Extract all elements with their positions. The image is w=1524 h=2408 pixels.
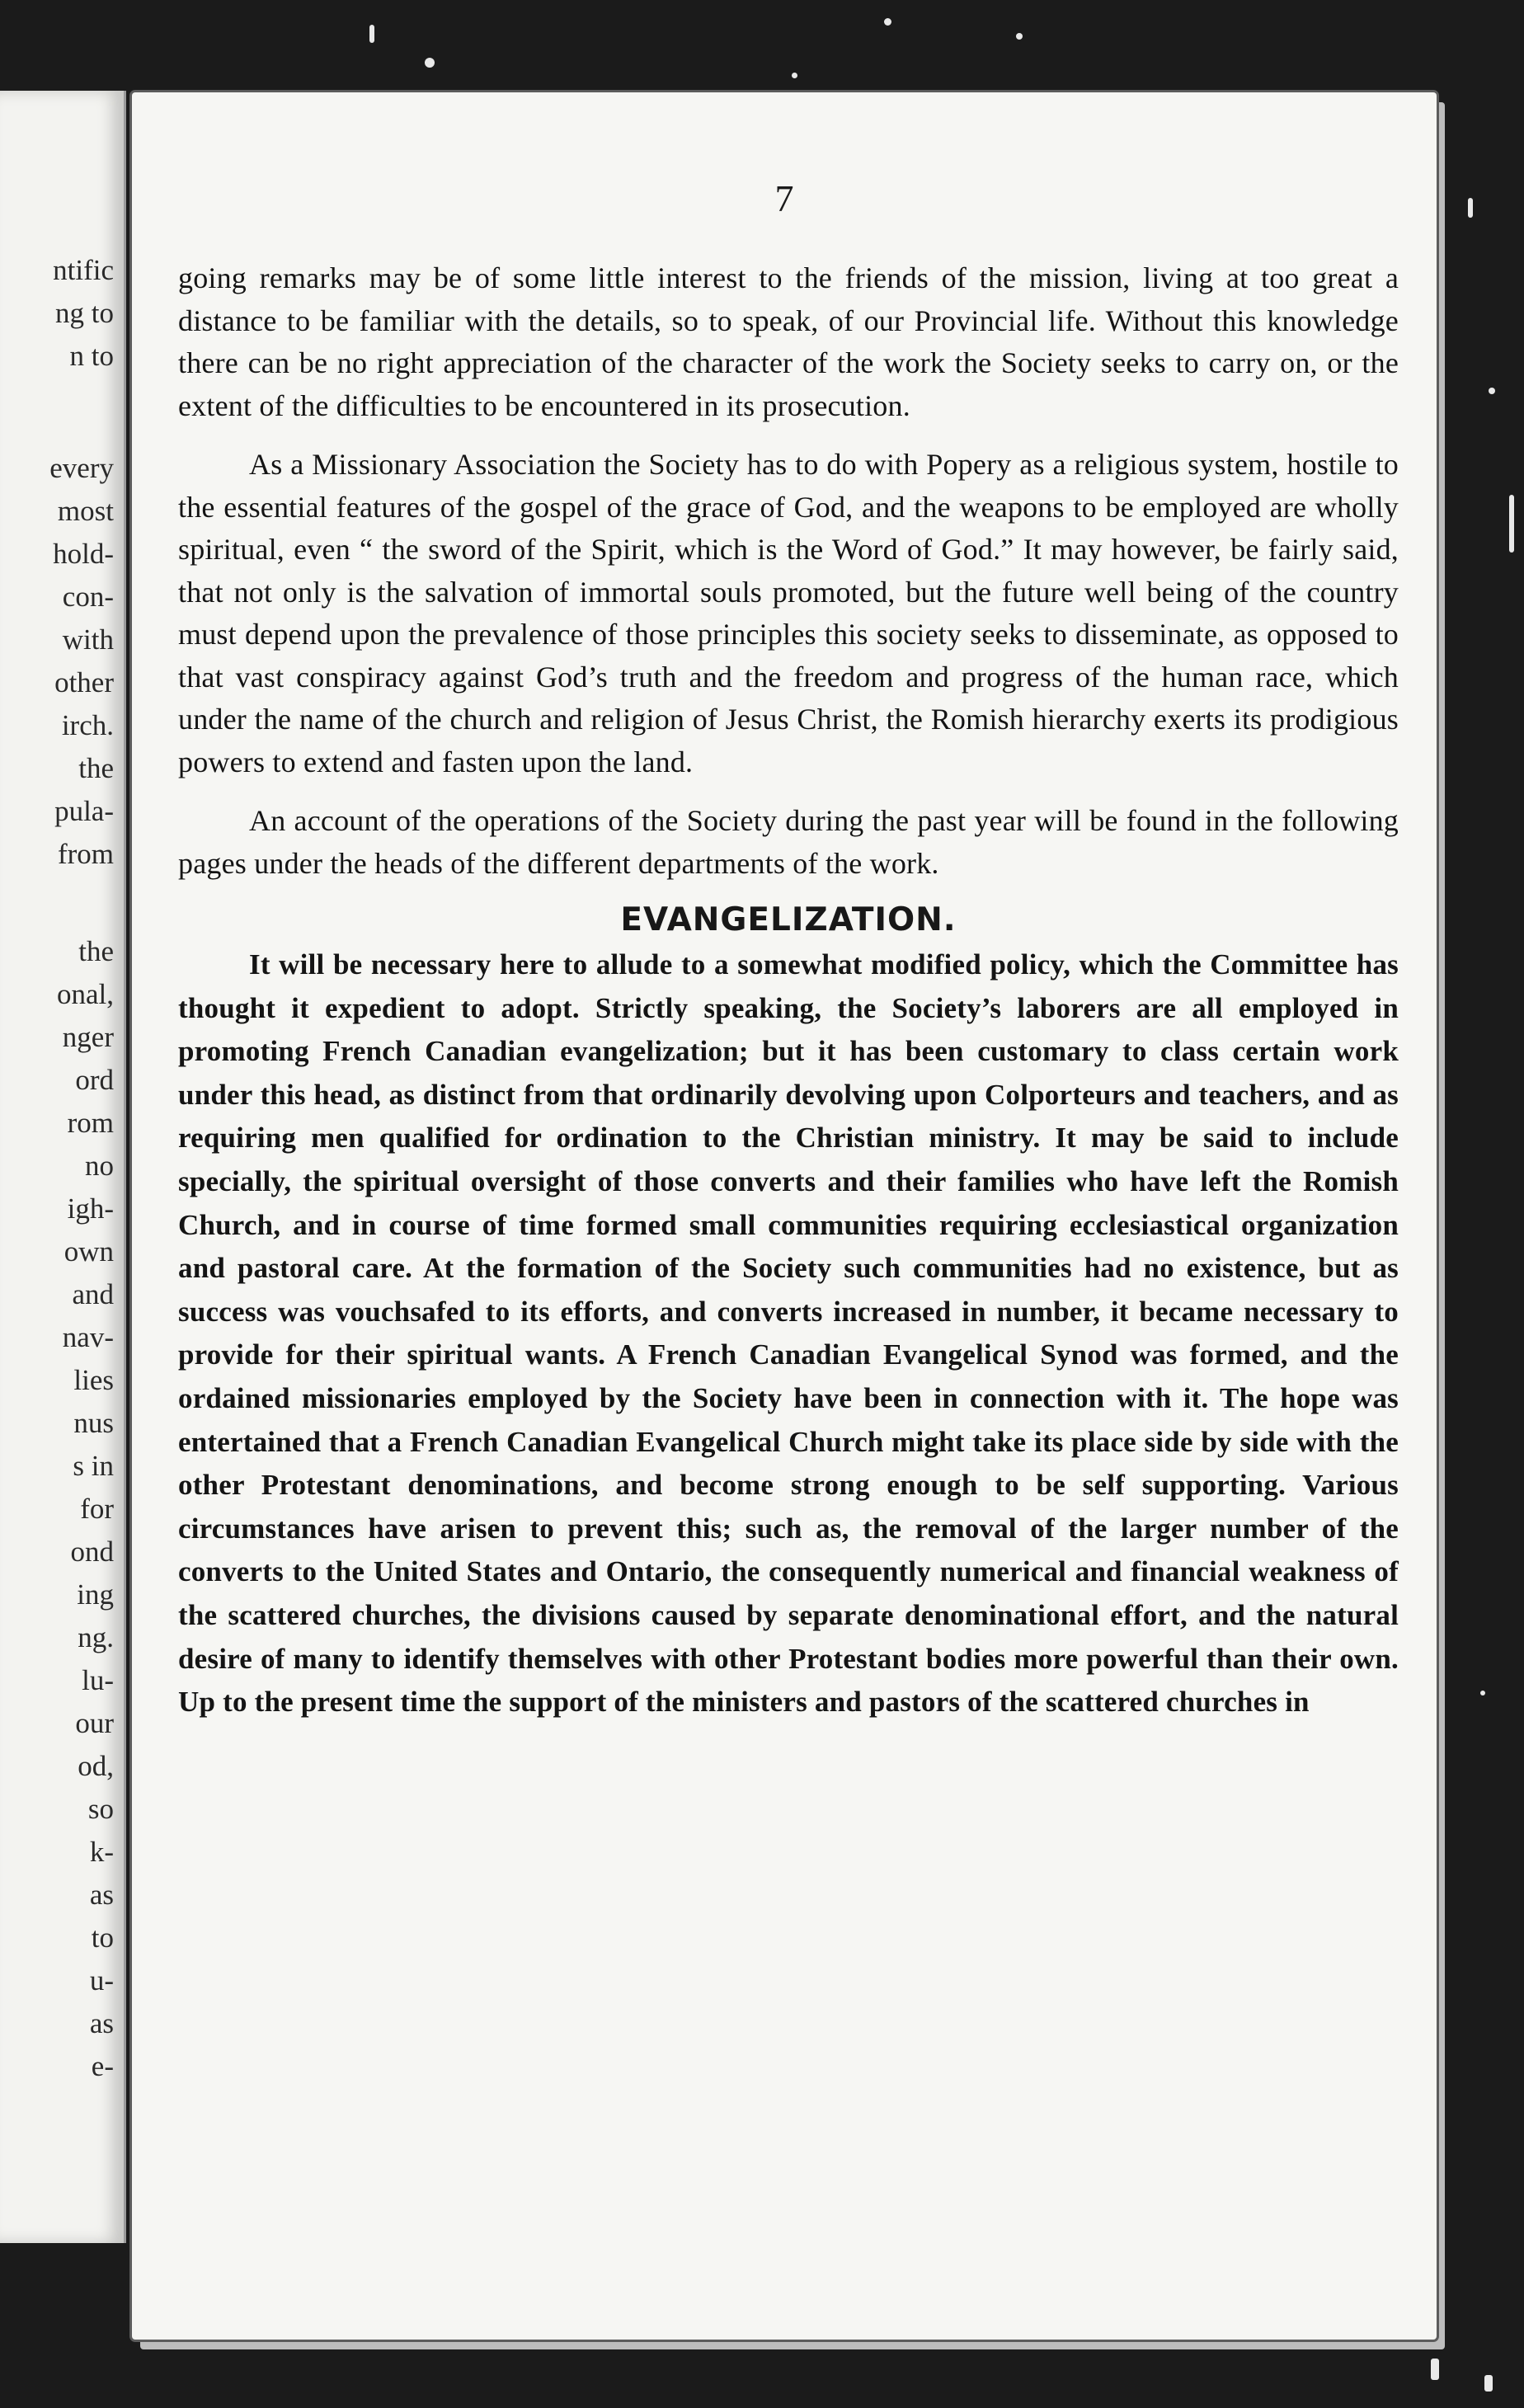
previous-page-text-fragment: irch.: [61, 709, 114, 741]
previous-page-text-fragment: ng to: [55, 297, 114, 329]
section-heading: EVANGELIZATION.: [620, 901, 957, 938]
previous-page-text-fragment: our: [75, 1707, 114, 1739]
previous-page-text-fragment: ntific: [53, 254, 114, 286]
intro-paragraph-2: As a Missionary Association the Society has to do with Popery as a religious system, hostile to the essential features of the gospel of the grace of God, and the weapons to be employed are wholly spiritual, even “ the sword of the Spirit, which is the Word of God.” It may however, be fairly said, that not only is the salvation of immortal souls promoted, but the future well being of the country must depend upon the prevalence of those principles this society seeks to disseminate, as opposed to that vast conspiracy against God’s truth and the freedom and progress of the human race, which under the name of the church and religion of Jesus Christ, the Romish hierarchy exerts its prodigious powers to extend and fasten upon the land.: [178, 448, 1399, 778]
page-number: 7: [774, 177, 794, 219]
intro-paragraph-3: An account of the operations of the Society during the past year will be found in the following pages under the heads of the different departments of the work.: [178, 804, 1399, 880]
previous-page-text-fragment: u-: [89, 1964, 114, 1996]
previous-page-text-fragment: igh-: [67, 1192, 114, 1225]
evangelization-section: [178, 901, 1399, 1724]
film-speck: [1489, 388, 1495, 394]
film-speck: [1484, 2375, 1493, 2392]
section-paragraph-1: It will be necessary here to allude to a somewhat modified policy, which the Committee has thought it expedient to adopt. Strictly speaking, the Society’s laborers are all employed in promoting French Canadian evangelization; but it has been customary to class certain work under this head, as distinct from that ordinarily devolving upon Colporteurs and teachers, and as requiring men qualified for ordination to the Christian ministry. It may be said to include specially, the spiritual oversight of those converts and their families who have left the Romish Church, and in course of time formed small communities requiring ecclesiastical organization and pastoral care. At the formation of the Society such communities had no existence, but as success was vouchsafed to its efforts, and converts increased in number, it became necessary to provide for their spiritual wants. A French Canadian Evangelical Synod was formed, and the ordained missionaries employed by the Society have been in connection with it. The hope was entertained that a French Canadian Evangelical Church might take its place side by side with the other Protestant denominations, and become strong enough to be self supporting. Various circumstances have arisen to prevent this; such as, the removal of the larger number of the converts to the United States and Ontario, the consequently numerical and financial weakness of the scattered churches, the divisions caused by separate denominational effort, and the natural desire of many to identify themselves with other Protestant bodies more powerful than their own. Up to the present time the support of the ministers and pastors of the scattered churches in: [178, 948, 1399, 1719]
previous-page-text-fragment: to: [91, 1921, 114, 1954]
previous-page-text-fragment: k-: [89, 1836, 114, 1868]
previous-page-text-fragment: no: [85, 1150, 114, 1182]
previous-page-text-fragment: every: [49, 452, 114, 484]
previous-page-text-fragment: most: [57, 495, 114, 527]
previous-page-text-fragment: n to: [69, 340, 114, 372]
previous-page-text-fragment: own: [64, 1235, 114, 1267]
previous-page-text-fragment: s in: [73, 1450, 114, 1482]
film-speck: [1480, 1691, 1485, 1695]
previous-page-text-fragment: nus: [73, 1407, 114, 1439]
previous-page-text-fragment: so: [87, 1793, 114, 1825]
film-speck: [369, 25, 374, 43]
previous-page-text-fragment: ond: [70, 1536, 114, 1568]
previous-page-text-fragment: e-: [91, 2050, 114, 2082]
film-speck: [1509, 495, 1514, 553]
previous-page-text-fragment: and: [72, 1278, 114, 1310]
previous-page-text-fragment: from: [57, 838, 114, 870]
previous-page-text-fragment: lu-: [82, 1664, 114, 1696]
previous-page-text-fragment: hold-: [53, 538, 114, 570]
previous-page-text-fragment: od,: [78, 1750, 114, 1782]
film-speck: [1468, 198, 1473, 218]
previous-page-text-fragment: ng.: [78, 1621, 114, 1653]
previous-page-text-fragment: onal,: [56, 978, 114, 1010]
previous-page-text-fragment: with: [62, 623, 114, 656]
previous-page-text-fragment: lies: [73, 1364, 114, 1396]
previous-page-text-fragment: the: [78, 752, 114, 784]
film-speck: [1016, 33, 1023, 40]
previous-page-text-fragment: ing: [77, 1578, 114, 1611]
previous-page-edge: [0, 91, 126, 2243]
page-body: [178, 257, 1399, 1741]
previous-page-text-fragment: for: [80, 1493, 114, 1525]
previous-page-text-fragment: con-: [62, 581, 114, 613]
previous-page-text-fragment: ord: [75, 1064, 114, 1096]
previous-page-text-fragment: pula-: [54, 795, 114, 827]
film-speck: [884, 18, 891, 26]
previous-page-text-fragment: the: [78, 935, 114, 967]
film-speck: [1431, 2359, 1439, 2380]
previous-page-text-fragment: other: [54, 666, 114, 698]
previous-page-text-fragment: as: [89, 2007, 114, 2039]
previous-page-text-fragment: nger: [62, 1021, 114, 1053]
film-speck: [792, 73, 797, 78]
film-speck: [425, 58, 435, 68]
previous-page-text-fragment: as: [89, 1879, 114, 1911]
intro-paragraph-1: going remarks may be of some little interest to the friends of the mission, living at too great a distance to be familiar with the details, so to speak, of our Provincial life. Without this knowledge there can be no right appreciation of the character of the work the Society seeks to carry on, or the extent of the difficulties to be encountered in its prosecution.: [178, 261, 1399, 422]
document-page: [132, 92, 1437, 2340]
previous-page-text-fragment: rom: [67, 1107, 114, 1139]
previous-page-text-fragment: nav-: [62, 1321, 114, 1353]
